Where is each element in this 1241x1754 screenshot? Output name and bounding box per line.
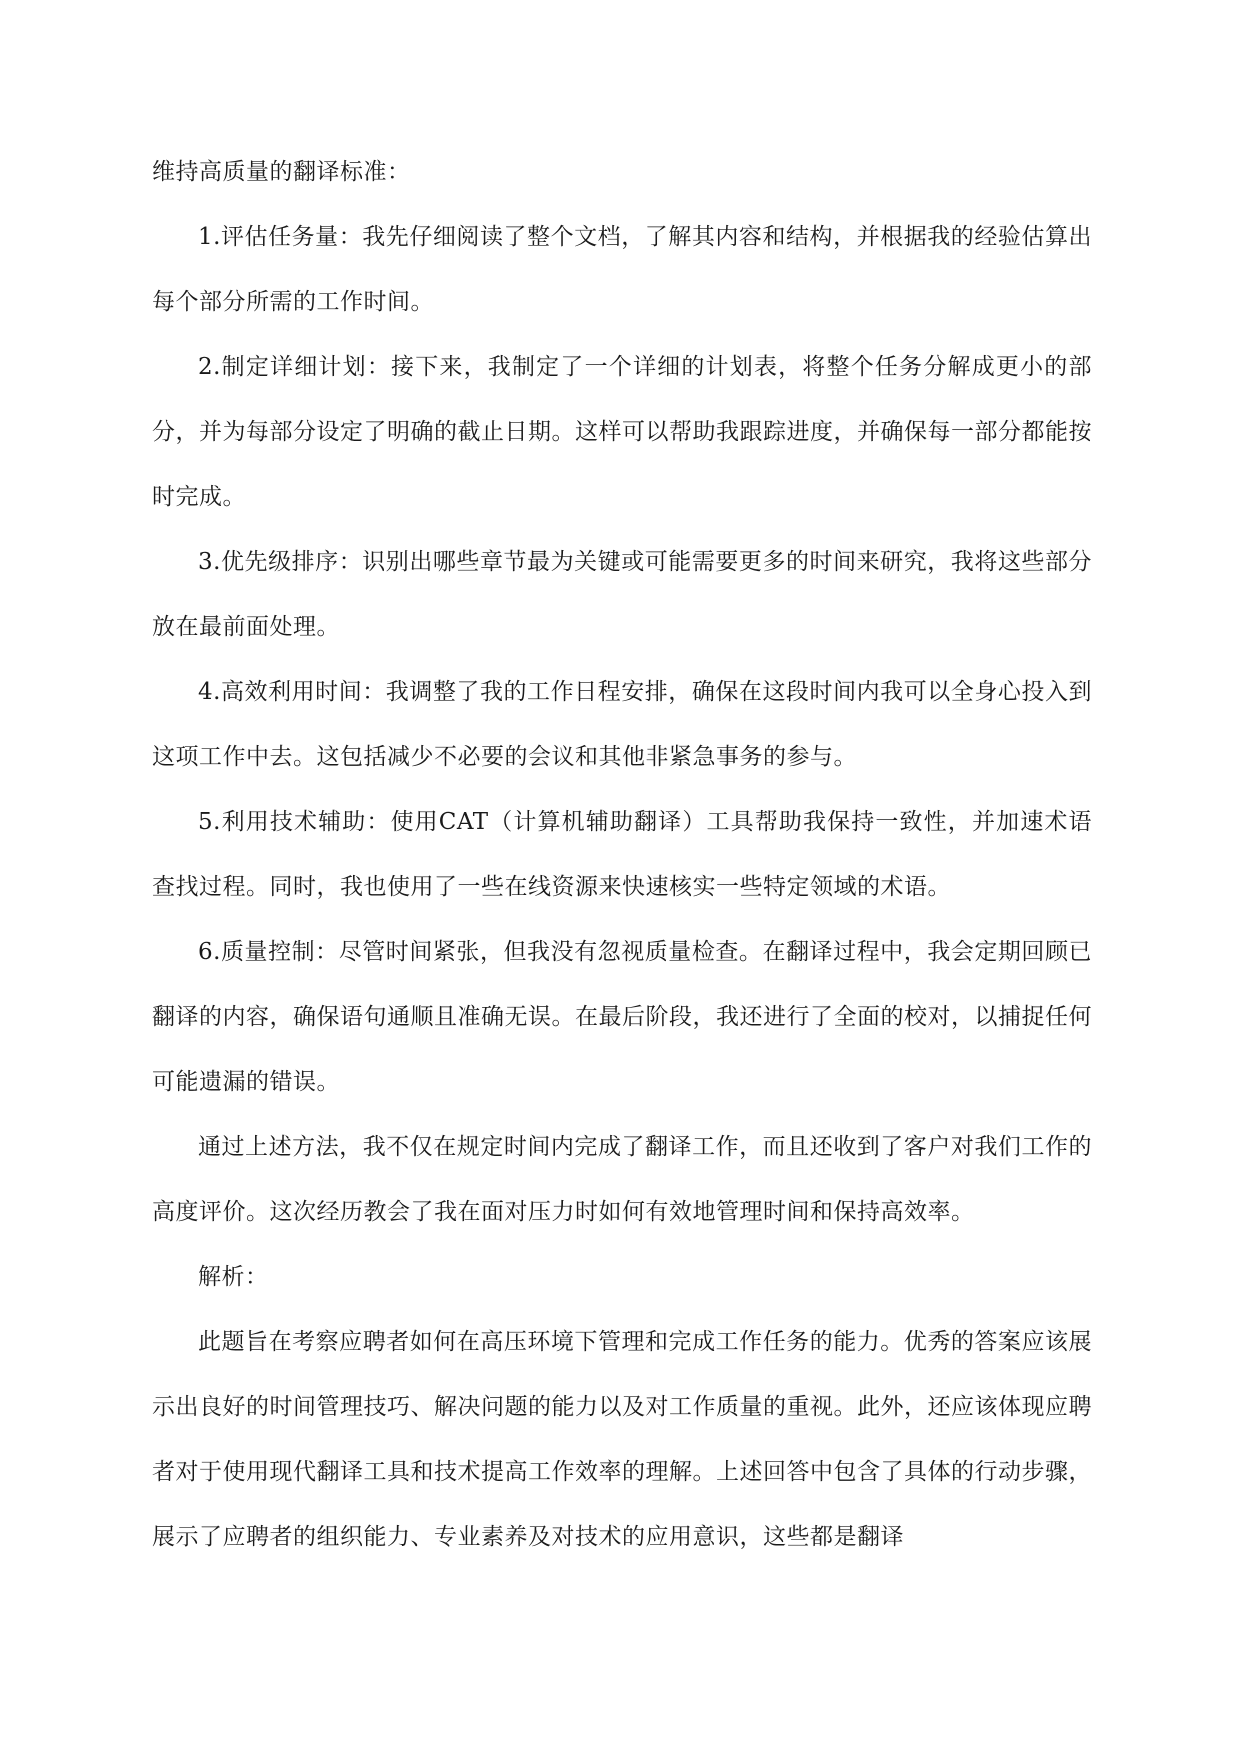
paragraph-step-4: 4.高效利用时间：我调整了我的工作日程安排，确保在这段时间内我可以全身心投入到这项工作中去。这包括减少不必要的会议和其他非紧急事务的参与。 <box>152 679 1092 770</box>
analysis-heading: 解析： <box>198 1264 269 1290</box>
paragraph-step-2: 2.制定详细计划：接下来，我制定了一个详细的计划表，将整个任务分解成更小的部分，并为每部分设定了明确的截止日期。这样可以帮助我跟踪进度，并确保每一部分都能按时完成。 <box>152 354 1092 510</box>
paragraph-intro: 维持高质量的翻译标准： <box>152 159 411 185</box>
paragraph-step-5: 5.利用技术辅助：使用CAT（计算机辅助翻译）工具帮助我保持一致性，并加速术语查找过程。同时，我也使用了一些在线资源来快速核实一些特定领域的术语。 <box>152 809 1092 900</box>
paragraph-step-1: 1.评估任务量：我先仔细阅读了整个文档，了解其内容和结构，并根据我的经验估算出每个部分所需的工作时间。 <box>152 224 1092 315</box>
paragraph-step-6: 6.质量控制：尽管时间紧张，但我没有忽视质量检查。在翻译过程中，我会定期回顾已翻译的内容，确保语句通顺且准确无误。在最后阶段，我还进行了全面的校对，以捕捉任何可能遗漏的错误。 <box>152 939 1092 1095</box>
paragraph-analysis: 此题旨在考察应聘者如何在高压环境下管理和完成工作任务的能力。优秀的答案应该展示出良好的时间管理技巧、解决问题的能力以及对工作质量的重视。此外，还应该体现应聘者对于使用现代翻译工具和技术提高工作效率的理解。上述回答中包含了具体的行动步骤，展示了应聘者的组织能力、专业素养及对技术的应用意识，这些都是翻译 <box>152 1329 1092 1550</box>
document-body <box>152 140 1092 1570</box>
paragraph-step-3: 3.优先级排序：识别出哪些章节最为关键或可能需要更多的时间来研究，我将这些部分放在最前面处理。 <box>152 549 1092 640</box>
paragraph-conclusion: 通过上述方法，我不仅在规定时间内完成了翻译工作，而且还收到了客户对我们工作的高度评价。这次经历教会了我在面对压力时如何有效地管理时间和保持高效率。 <box>152 1134 1092 1225</box>
